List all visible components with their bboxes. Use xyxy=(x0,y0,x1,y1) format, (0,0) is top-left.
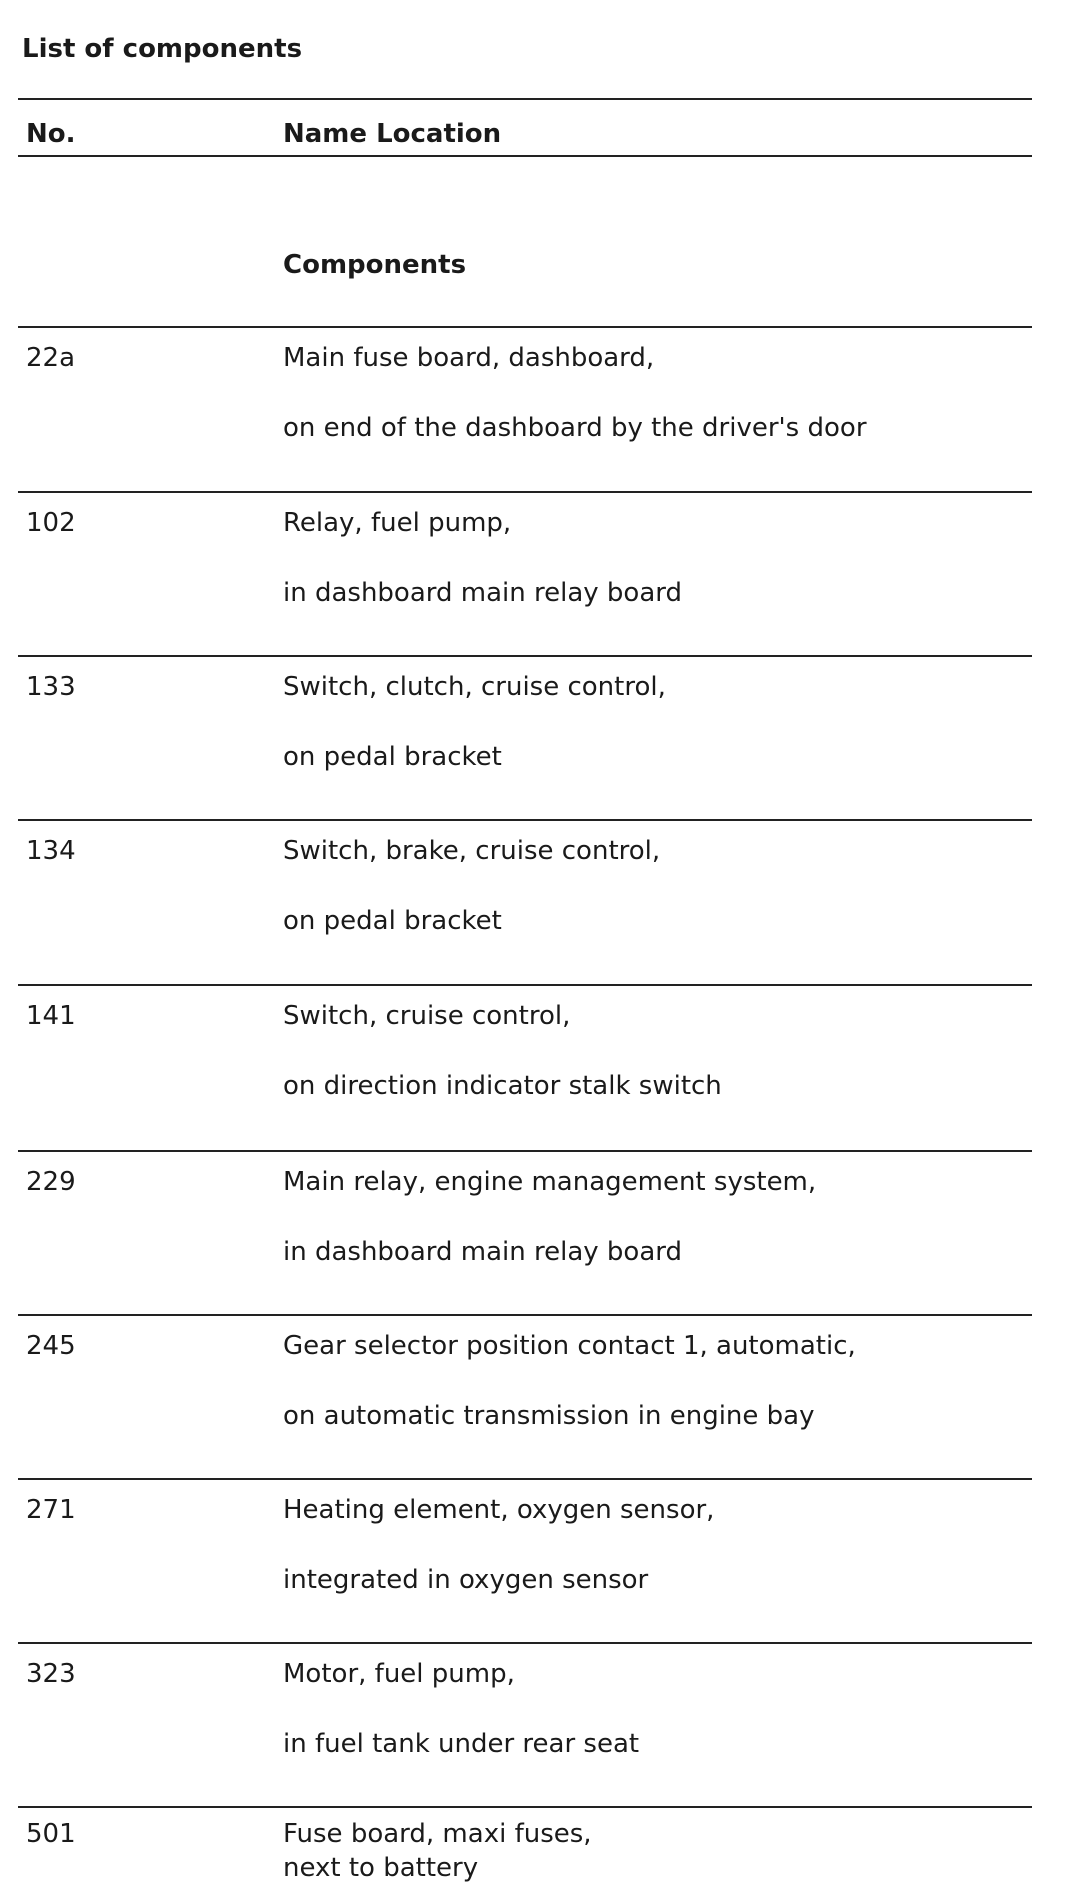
row-divider xyxy=(18,1806,1032,1808)
row-location: in dashboard main relay board xyxy=(283,1237,683,1267)
row-name: Main fuse board, dashboard, xyxy=(283,343,655,373)
row-location: on automatic transmission in engine bay xyxy=(283,1401,815,1431)
row-number: 141 xyxy=(26,1001,76,1031)
row-location: on end of the dashboard by the driver's door xyxy=(283,413,867,443)
row-number: 133 xyxy=(26,672,76,702)
row-number: 271 xyxy=(26,1495,76,1525)
row-location: on pedal bracket xyxy=(283,906,502,936)
row-divider xyxy=(18,1150,1032,1152)
row-location: in dashboard main relay board xyxy=(283,578,683,608)
row-divider xyxy=(18,326,1032,328)
row-number: 134 xyxy=(26,836,76,866)
row-name: Motor, fuel pump, xyxy=(283,1659,515,1689)
row-location: integrated in oxygen sensor xyxy=(283,1565,649,1595)
row-location: on pedal bracket xyxy=(283,742,502,772)
header-bottom-rule xyxy=(18,155,1032,157)
row-number: 22a xyxy=(26,343,76,373)
row-divider xyxy=(18,1478,1032,1480)
row-name: Gear selector position contact 1, automatic, xyxy=(283,1331,856,1361)
row-number: 323 xyxy=(26,1659,76,1689)
row-location: in fuel tank under rear seat xyxy=(283,1729,640,1759)
row-divider xyxy=(18,491,1032,493)
row-divider xyxy=(18,984,1032,986)
row-name: Heating element, oxygen sensor, xyxy=(283,1495,715,1525)
row-name: Relay, fuel pump, xyxy=(283,508,512,538)
column-header-name-location: Name Location xyxy=(283,119,502,149)
row-name: Switch, cruise control, xyxy=(283,1001,571,1031)
row-location: on direction indicator stalk switch xyxy=(283,1071,722,1101)
section-label: Components xyxy=(283,250,467,280)
row-number: 229 xyxy=(26,1167,76,1197)
row-name: Fuse board, maxi fuses, xyxy=(283,1819,592,1849)
table-top-rule xyxy=(18,98,1032,100)
row-name: Main relay, engine management system, xyxy=(283,1167,817,1197)
row-divider xyxy=(18,1642,1032,1644)
page-title: List of components xyxy=(22,34,303,64)
row-name: Switch, brake, cruise control, xyxy=(283,836,661,866)
row-divider xyxy=(18,819,1032,821)
row-location: next to battery xyxy=(283,1853,479,1883)
row-number: 501 xyxy=(26,1819,76,1849)
row-number: 245 xyxy=(26,1331,76,1361)
row-name: Switch, clutch, cruise control, xyxy=(283,672,666,702)
row-divider xyxy=(18,655,1032,657)
row-divider xyxy=(18,1314,1032,1316)
column-header-no: No. xyxy=(26,119,76,149)
row-number: 102 xyxy=(26,508,76,538)
